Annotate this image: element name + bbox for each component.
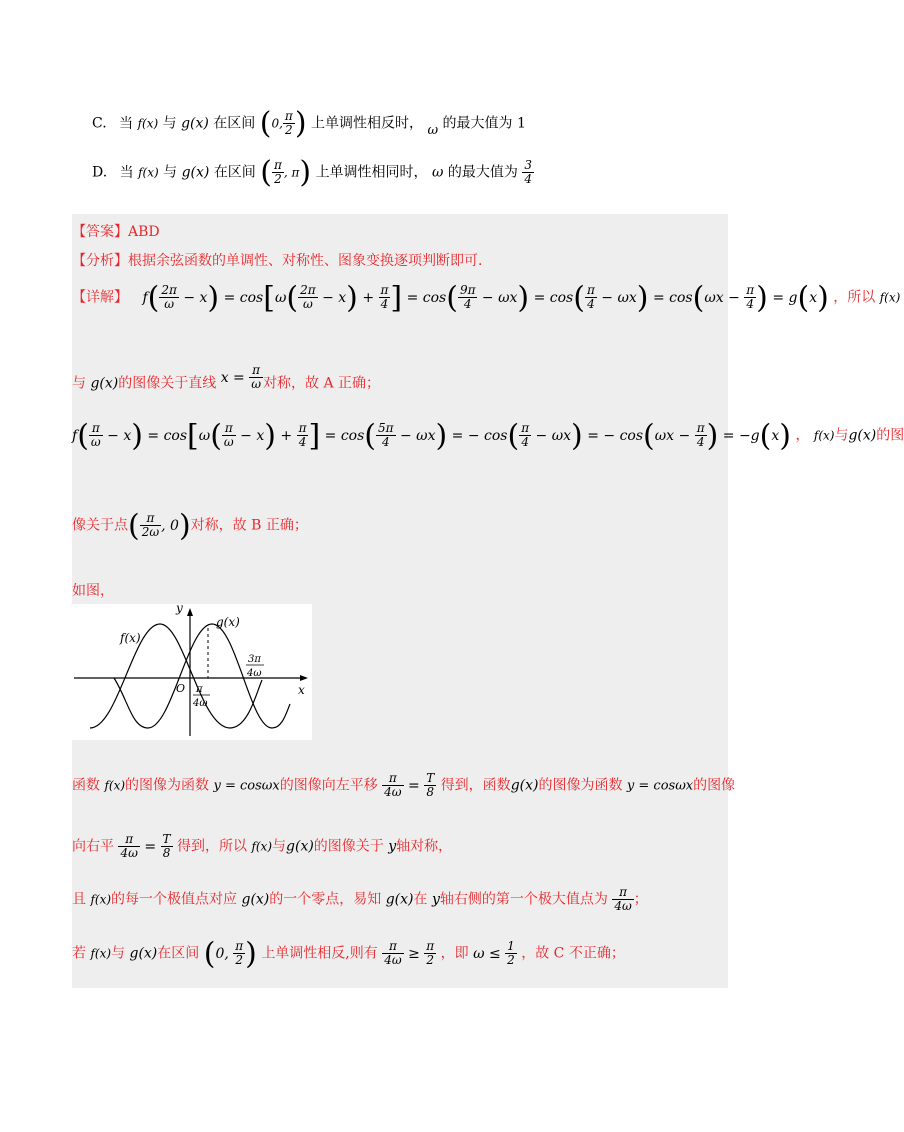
detail-text: 在区间 [157, 945, 200, 962]
x-label: x [298, 683, 305, 697]
function-graph [72, 601, 312, 740]
detail-text: 得到，函数 [440, 777, 511, 794]
option-label: D. [92, 164, 108, 181]
detail-line-6: 函数 f(x)的图像为函数 y = cosωx的图像向左平移 $\frac{\pi}{4\omega}$ = $\frac{T}{8}$ 得到，函数g(x)的图像为函数 y = cosωx的图像 [72, 771, 736, 799]
option-d: D. 当 f(x) 与 g(x) 在区间 ( $\frac{\pi}{2}$ , π) 上单调性相同时， ω 的最大值为 $\frac{3}{4}$ [92, 155, 532, 190]
detail-text: 上单调性相反,则有 [261, 945, 378, 962]
f-curve [90, 624, 262, 728]
option-c: C. 当 f(x) 与 g(x) 在区间 (0, $\frac{\pi}{2}$ ) 上单调性相反时， ω 的最大值为 1 [92, 106, 526, 141]
detail-text: ，即 [440, 945, 469, 962]
answer-tag: 【答案】 [72, 224, 128, 240]
detail-line-1: 【详解】 f( $\frac{2\pi}{\omega}$ − x) = cos[ω( $\frac{2\pi}{\omega}$ − x) + $\frac{\pi}{4}$ ] = cos( $\frac{9\pi}{4}$ − ωx) = cos( $\frac{\pi}{4}$ − ωx) = cos(ωx − $\frac{\pi}{4}$ ) = g(x) ，所以 f(x) [72, 280, 901, 315]
option-text: 在区间 [213, 115, 256, 132]
answer-value: ABD [128, 224, 160, 240]
solution-panel [72, 214, 728, 988]
detail-text: 与 [272, 838, 287, 855]
detail-text: 的一个零点，易知 [269, 891, 382, 908]
origin-label: O [176, 682, 186, 695]
g-label: g(x) [216, 615, 240, 629]
detail-text: 且 [72, 891, 86, 908]
tick1-den: 4ω [193, 698, 208, 709]
option-text: 的最大值为 [447, 164, 518, 181]
formula-f-shift: f( $\frac{2\pi}{\omega}$ − x) = cos[ω( $\frac{2\pi}{\omega}$ − x) + $\frac{\pi}{4}$ ] = cos( $\frac{9\pi}{4}$ − ωx) = cos( $\frac{\pi}{4}$ − ωx) = cos(ωx − $\frac{\pi}{4}$ ) = g(x) [142, 280, 829, 315]
detail-tag: 【详解】 [72, 289, 128, 306]
option-text: 当 [119, 164, 134, 181]
graph-svg [72, 601, 312, 740]
x-axis-arrow [300, 675, 308, 681]
detail-text: 对称，故 A 正确； [263, 375, 381, 392]
detail-text: 的图像为函数 [125, 777, 210, 794]
detail-text: 轴对称， [396, 838, 453, 855]
detail-text: 的图像 [693, 777, 736, 794]
detail-line-5 [72, 580, 114, 600]
tick2-den: 4ω [247, 668, 262, 679]
detail-line-7: 向右平 $\frac{\pi}{4\omega}$ = $\frac{T}{8}$ 得到，所以 f(x)与g(x)的图像关于 y轴对称， [72, 832, 453, 860]
detail-line-3: f( $\frac{\pi}{\omega}$ − x) = cos[ω( $\frac{\pi}{\omega}$ − x) + $\frac{\pi}{4}$ ] = cos( $\frac{5\pi}{4}$ − ωx) = − cos( $\frac{\pi}{4}$ − ωx) = − cos(ωx − $\frac{\pi}{4}$ ) = −g(x) ， f(x)与g(x)的图 [72, 418, 904, 453]
option-text: 上单调性相同时， [315, 164, 428, 181]
detail-text: 如图， [72, 583, 114, 599]
answer-line [72, 221, 160, 241]
detail-line-4: 像关于点( $\frac{\pi}{2\omega}$ , 0)对称，故 B 正确； [72, 508, 308, 543]
y-axis-arrow [187, 608, 193, 616]
detail-text: 与 [72, 375, 86, 392]
option-label: C. [92, 115, 107, 132]
detail-text: 对称，故 B 正确； [190, 517, 308, 534]
tick1-num: π [196, 684, 203, 695]
detail-text: 像关于点 [72, 517, 128, 534]
detail-text: 的图像关于 [313, 838, 384, 855]
detail-text: ； [633, 891, 648, 908]
tick2-num: 3π [248, 654, 261, 665]
option-text: 当 [119, 115, 134, 132]
detail-text: 的图 [876, 427, 904, 444]
detail-text: 的图像为函数 [538, 777, 623, 794]
option-text: 上单调性相反时， [310, 115, 423, 132]
option-text: 与 [162, 115, 177, 132]
detail-text: 的图像关于直线 [118, 375, 217, 392]
detail-text: ，故 C 不正确； [521, 945, 625, 962]
analysis-tag: 【分析】 [72, 253, 128, 269]
detail-text: 在 [413, 891, 428, 908]
detail-text: 的每一个极值点对应 [111, 891, 238, 908]
detail-text: 向右平 [72, 838, 114, 855]
f-label: f(x) [120, 631, 141, 645]
analysis-line [72, 250, 482, 270]
detail-text: 函数 [72, 777, 100, 794]
analysis-text: 根据余弦函数的单调性、对称性、图象变换逐项判断即可. [128, 253, 483, 269]
detail-text: 的图像向左平移 [279, 777, 378, 794]
detail-line-8: 且 f(x)的每一个极值点对应 g(x)的一个零点，易知 g(x)在 y轴右侧的第一个极大值点为 $\frac{\pi}{4\omega}$ ； [72, 885, 648, 913]
detail-text: 若 [72, 945, 86, 962]
detail-text: 轴右侧的第一个极大值点为 [439, 891, 608, 908]
detail-text: ，所以 [833, 289, 876, 306]
option-text: 在区间 [213, 164, 256, 181]
detail-text: ， [795, 427, 810, 444]
option-text: 与 [163, 164, 178, 181]
y-label: y [176, 601, 183, 615]
detail-text: 得到，所以 [176, 838, 247, 855]
detail-line-2: 与 g(x)的图像关于直线 x = $\frac{\pi}{\omega}$ 对称，故 A 正确； [72, 363, 381, 392]
detail-text: 与 [111, 945, 126, 962]
option-text: 的最大值为 1 [442, 115, 526, 132]
detail-line-9: 若 f(x)与 g(x)在区间 (0, $\frac{\pi}{2}$ ) 上单调性相反,则有 $\frac{\pi}{4\omega}$ ≥ $\frac{\pi}{2}$ ，即 ω ≤ $\frac{1}{2}$ ，故 C 不正确； [72, 936, 625, 971]
formula-f-symmetry: f( $\frac{\pi}{\omega}$ − x) = cos[ω( $\frac{\pi}{\omega}$ − x) + $\frac{\pi}{4}$ ] = cos( $\frac{5\pi}{4}$ − ωx) = − cos( $\frac{\pi}{4}$ − ωx) = − cos(ωx − $\frac{\pi}{4}$ ) = −g(x) [72, 418, 791, 453]
detail-text: 与 [834, 427, 849, 444]
